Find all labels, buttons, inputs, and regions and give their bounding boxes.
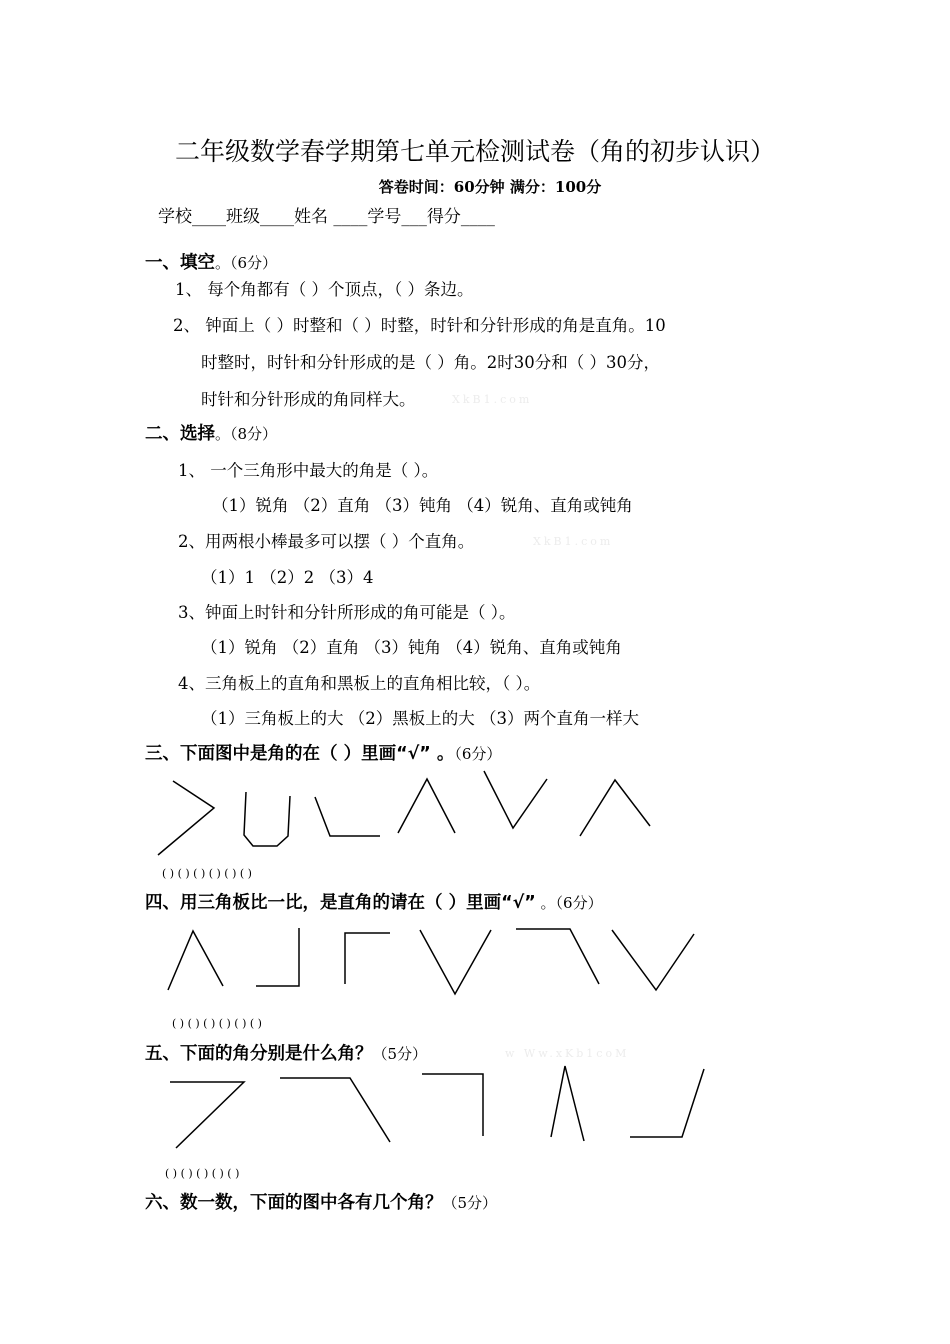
section-3-title: 三、下面图中是角的在（ ）里画“√” 。 bbox=[145, 744, 455, 764]
s5-figure-1 bbox=[170, 1082, 244, 1148]
s3-figure-6 bbox=[580, 780, 650, 836]
s1-question-1: 1、 每个角都有（ ）个顶点，（ ）条边。 bbox=[175, 280, 474, 299]
s5-figure-5 bbox=[630, 1069, 704, 1137]
s2-question-4-options: （1）三角板上的大 （2）黑板上的大 （3）两个直角一样大 bbox=[201, 709, 639, 728]
watermark: XkB1.com bbox=[452, 393, 533, 406]
s2-question-3-options: （1）锐角 （2）直角 （3）钝角 （4）锐角、直角或钝角 bbox=[201, 638, 622, 657]
section-5-points: （5分） bbox=[372, 1045, 428, 1063]
s4-figure-5 bbox=[516, 929, 599, 984]
s3-figure-4 bbox=[398, 779, 455, 833]
s2-question-1-options: （1）锐角 （2）直角 （3）钝角 （4）锐角、直角或钝角 bbox=[212, 496, 633, 515]
section-2-points: 。（8分） bbox=[215, 425, 278, 443]
section-1-title: 一、填空 bbox=[145, 253, 215, 273]
s3-figure-3 bbox=[315, 797, 380, 836]
s4-figure-4 bbox=[420, 930, 491, 994]
section-6-points: （5分） bbox=[442, 1194, 498, 1212]
s4-figure-3 bbox=[345, 933, 390, 984]
section-2-title: 二、选择 bbox=[145, 424, 215, 444]
section-4-title: 四、用三角板比一比，是直角的请在（ ）里画“√” bbox=[145, 893, 536, 913]
student-info-line: 学校____班级____姓名 ____学号___得分____ bbox=[158, 207, 495, 227]
s3-figure-1 bbox=[158, 781, 214, 855]
s3-figure-2 bbox=[244, 792, 290, 846]
s5-answer-parens[interactable]: ( ) ( ) ( ) ( ) ( ) bbox=[165, 1167, 240, 1180]
section-5-title: 五、下面的角分别是什么角？ bbox=[145, 1044, 373, 1064]
s3-answer-parens[interactable]: ( ) ( ) ( ) ( ) ( ) ( ) bbox=[162, 867, 252, 880]
s2-question-2-options: （1）1 （2）2 （3）4 bbox=[201, 568, 374, 587]
s4-answer-parens[interactable]: ( ) ( ) ( ) ( ) ( ) ( ) bbox=[172, 1017, 262, 1030]
s2-question-3: 3、钟面上时针和分针所形成的角可能是（ ）。 bbox=[178, 603, 516, 622]
s5-figure-2 bbox=[280, 1078, 390, 1142]
watermark: w Ww.xKb1coM bbox=[505, 1047, 630, 1060]
s1-question-2-line-2: 时整时，时针和分针形成的是（ ）角。2时30分和（ ）30分， bbox=[201, 353, 660, 372]
s4-figure-2 bbox=[256, 928, 299, 986]
section-1-points: 。（6分） bbox=[215, 254, 278, 272]
s4-figure-1 bbox=[168, 931, 223, 990]
section-6-title: 六、数一数，下面的图中各有几个角？ bbox=[145, 1193, 443, 1213]
page-title: 二年级数学春学期第七单元检测试卷（角的初步认识） bbox=[174, 137, 775, 166]
s2-question-2: 2、用两根小棒最多可以摆（ ）个直角。 bbox=[178, 532, 475, 551]
section-4-points: 。（6分） bbox=[535, 894, 603, 912]
s4-figure-6 bbox=[612, 930, 694, 990]
watermark: XkB1.com bbox=[533, 535, 614, 548]
s5-figure-4 bbox=[551, 1066, 584, 1141]
s2-question-4: 4、三角板上的直角和黑板上的直角相比较，（ ）。 bbox=[178, 674, 541, 693]
section-3-points: （6分） bbox=[454, 745, 502, 763]
s2-question-1: 1、 一个三角形中最大的角是（ ）。 bbox=[178, 461, 439, 480]
s5-figure-3 bbox=[422, 1074, 483, 1136]
s1-question-2-line-3: 时针和分针形成的角同样大。 bbox=[201, 390, 416, 409]
s3-figure-5 bbox=[484, 771, 547, 828]
exam-time-score: 答卷时间：60分钟 满分：100分 bbox=[378, 178, 602, 196]
s1-question-2-line-1: 2、 钟面上（ ）时整和（ ）时整，时针和分针形成的角是直角。10 bbox=[173, 316, 666, 335]
